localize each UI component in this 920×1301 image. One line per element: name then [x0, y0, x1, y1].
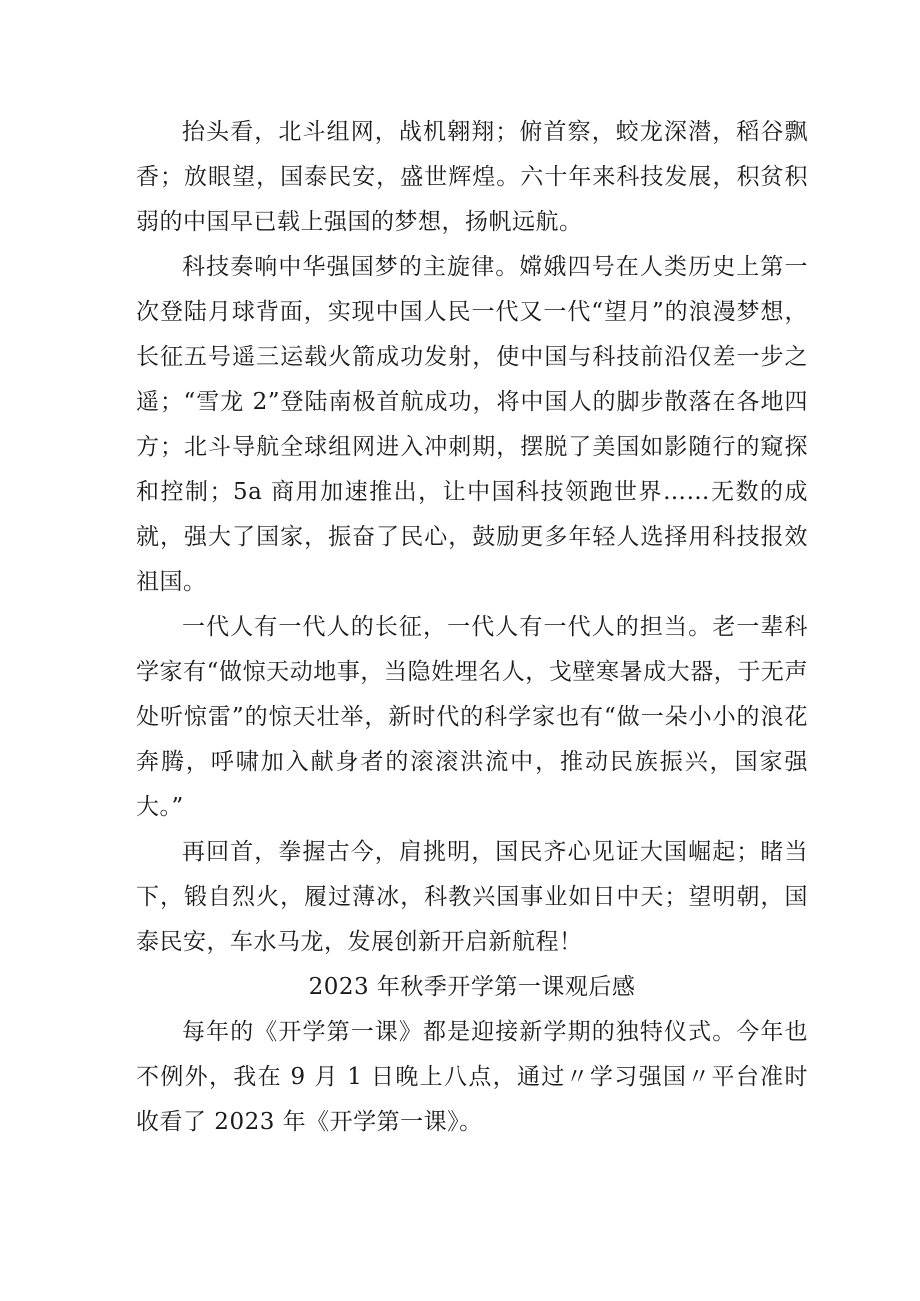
section-heading: 2023 年秋季开学第一课观后感 — [308, 974, 636, 1000]
document-body — [136, 110, 808, 1145]
paragraph-opening-class: 每年的《开学第一课》都是迎接新学期的独特仪式。今年也不例外，我在 9 月 1 日晚上八点，通过〃学习强国〃平台准时收看了 2023 年《开学第一课》。 — [136, 1019, 808, 1135]
paragraph-intro: 抬头看，北斗组网，战机翱翔；俯首察，蛟龙深潜，稻谷飘香；放眼望，国泰民安，盛世辉煌。六十年来科技发展，积贫积弱的中国早已载上强国的梦想，扬帆远航。 — [136, 119, 808, 235]
paragraph-achievements: 科技奏响中华强国梦的主旋律。嫦娥四号在人类历史上第一次登陆月球背面，实现中国人民一代又一代“望月”的浪漫梦想，长征五号遥三运载火箭成功发射，使中国与科技前沿仅差一步之遥；“雪龙 2”登陆南极首航成功，将中国人的脚步散落在各地四方；北斗导航全球组网进入冲刺期，摆脱了美国如影随行的窥探和控制；5a 商用加速推出，让中国科技领跑世界……无数的成就，强大了国家，振奋了民心，鼓励更多年轻人选择用科技报效祖国。 — [136, 254, 808, 595]
paragraph-conclusion: 再回首，拳握古今，肩挑明，国民齐心见证大国崛起；睹当下，锻自烈火，履过薄冰，科教兴国事业如日中天；望明朝，国泰民安，车水马龙，发展创新开启新航程！ — [136, 839, 808, 955]
paragraph-generations: 一代人有一代人的长征，一代人有一代人的担当。老一辈科学家有“做惊天动地事，当隐姓埋名人，戈壁寒暑成大器，于无声处听惊雷”的惊天壮举，新时代的科学家也有“做一朵小小的浪花奔腾，呼啸加入献身者的滚滚洪流中，推动民族振兴，国家强大。” — [136, 614, 808, 820]
